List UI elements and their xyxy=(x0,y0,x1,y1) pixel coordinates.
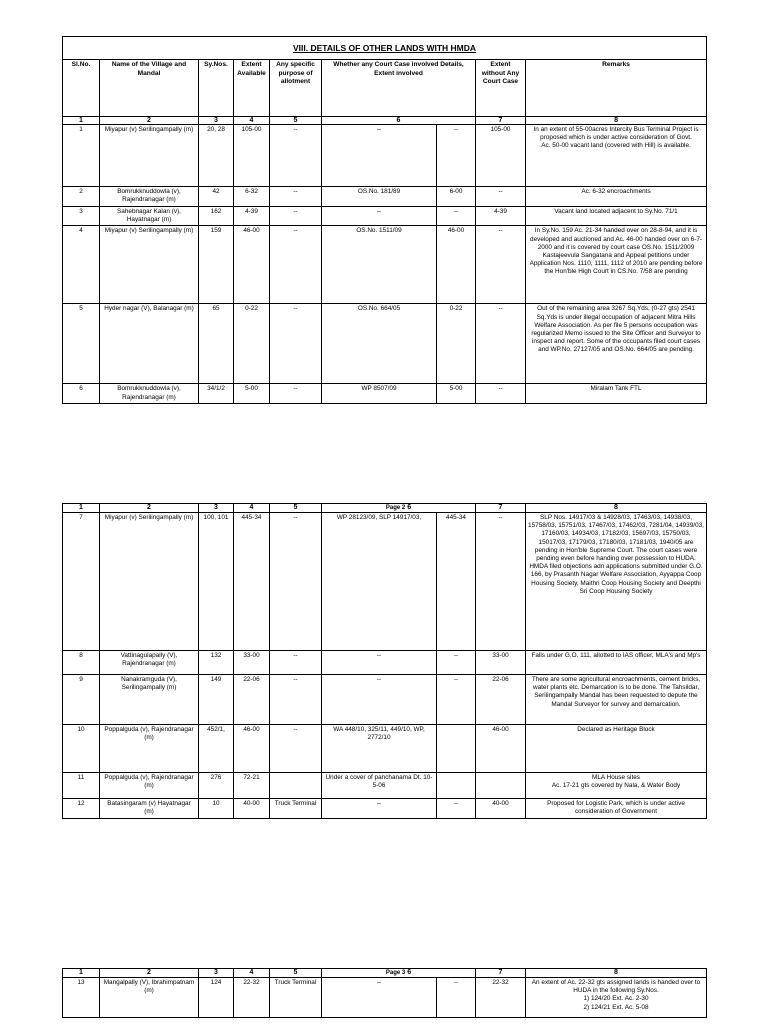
page-label: Page 2 xyxy=(385,505,406,511)
cell-sy-nos: 159 xyxy=(199,226,234,304)
header-village-mandal: Name of the Village and Mandal xyxy=(100,60,199,117)
cell-sy-nos: 100, 101 xyxy=(199,513,234,651)
cell-village-mandal: Nanakramguda (V), Serilingampally (m) xyxy=(100,675,199,725)
cell-specific-purpose: Truck Terminal xyxy=(270,978,322,1018)
header-sl-no: Sl.No. xyxy=(63,60,100,117)
col-number: 1 xyxy=(63,969,100,978)
cell-sl-no: 3 xyxy=(63,207,100,226)
cell-court-case-details: -- xyxy=(322,675,437,725)
cell-court-case-extent: 46-00 xyxy=(437,226,476,304)
cell-sl-no: 13 xyxy=(63,978,100,1018)
cell-court-case-details: -- xyxy=(322,125,437,187)
cell-sy-nos: 42 xyxy=(199,187,234,207)
cell-village-mandal: Hyder nagar (V), Balanagar (m) xyxy=(100,304,199,384)
cell-extent-without-case: -- xyxy=(476,513,526,651)
cell-remarks: An extent of Ac. 22-32 gts assigned lands is handed over to HUDA in the following Sy.Nos. 1) 124/20 Ext. Ac. 2-30 2) 124/21 Ext. Ac. 5-08 xyxy=(526,978,707,1018)
col-number: 7 xyxy=(476,969,526,978)
col-number: 6 xyxy=(322,117,476,125)
cell-village-mandal: Bomrukknuddowla (v), Rajendranagar (m) xyxy=(100,384,199,404)
col-number: 1 xyxy=(63,504,100,513)
cell-sl-no: 5 xyxy=(63,304,100,384)
cell-sl-no: 12 xyxy=(63,799,100,819)
cell-sl-no: 11 xyxy=(63,773,100,799)
header-court-case: Whether any Court Case involved Details, Extent involved xyxy=(322,60,476,117)
cell-extent-without-case: 4-39 xyxy=(476,207,526,226)
cell-court-case-extent: -- xyxy=(437,978,476,1018)
cell-court-case-details: Under a cover of panchanama Dt. 10-5-06 xyxy=(322,773,437,799)
col-number: 3 xyxy=(199,504,234,513)
cell-remarks: Proposed for Logistic Park, which is under active consideration of Government xyxy=(526,799,707,819)
cell-specific-purpose: -- xyxy=(270,207,322,226)
table-row xyxy=(63,304,707,384)
cell-court-case-details: WA 448/10, 325/11, 449/10, WP, 2772/10 xyxy=(322,725,437,773)
cell-court-case-details: OS.No. 664/05 xyxy=(322,304,437,384)
cell-extent-available: 40-00 xyxy=(234,799,270,819)
cell-extent-available: 46-00 xyxy=(234,725,270,773)
table-row xyxy=(63,207,707,226)
cell-court-case-details: WP 8507/09 xyxy=(322,384,437,404)
cell-remarks: There are some agricultural encroachments, cement bricks, water plants etc. Demarcation is to be done. The Tahsildar, Serilingampally Mandal has been requested to depute the Mandal Surveyor for survey and demarcation. xyxy=(526,675,707,725)
cell-village-mandal: Miyapur (v) Serilingampally (m) xyxy=(100,226,199,304)
cell-extent-available: 0-22 xyxy=(234,304,270,384)
cell-extent-available: 5-00 xyxy=(234,384,270,404)
cell-village-mandal: Bomrukknuddowla (v), Rajendranagar (m) xyxy=(100,187,199,207)
cell-extent-available: 72-21 xyxy=(234,773,270,799)
cell-village-mandal: Poppalguda (v), Rajendranagar (m) xyxy=(100,725,199,773)
header-specific-purpose: Any specific purpose of allotment xyxy=(270,60,322,117)
cell-remarks: In an extent of 55-00acres Intercity Bus Terminal Project is proposed which is under active consideration of Govt. Ac. 50-00 vacant land (covered with Hill) is available. xyxy=(526,125,707,187)
col-number: 7 xyxy=(476,117,526,125)
lands-table-page-2 xyxy=(62,503,707,819)
col-number: 2 xyxy=(100,117,199,125)
cell-remarks: Miralam Tank FTL xyxy=(526,384,707,404)
table-row xyxy=(63,125,707,187)
table-row xyxy=(63,773,707,799)
cell-sy-nos: 149 xyxy=(199,675,234,725)
cell-extent-without-case: 33-00 xyxy=(476,651,526,675)
cell-remarks: Out of the remaining area 3267 Sq.Yds, (0-27 gts) 2541 Sq.Yds is under illegal occupation of adjacent Mitra Hills Welfare Association. As per file 5 persons occupation was regularized Memo issued to the Site Officer and Surveyor to inspect and report. Some of the occupants filed court cases and WP.No. 27127/05 and OS.No. 664/05 are pending. xyxy=(526,304,707,384)
cell-court-case-extent xyxy=(437,725,476,773)
cell-court-case-details: OS.No. 181/89 xyxy=(322,187,437,207)
cell-extent-available: 445-34 xyxy=(234,513,270,651)
cell-sy-nos: 20, 28 xyxy=(199,125,234,187)
cell-court-case-details: WP 28123/09, SLP 14917/03, xyxy=(322,513,437,651)
cell-extent-available: 4-39 xyxy=(234,207,270,226)
cell-remarks: Declared as Heritage Block xyxy=(526,725,707,773)
cell-sy-nos: 276 xyxy=(199,773,234,799)
cell-specific-purpose: -- xyxy=(270,513,322,651)
cell-court-case-extent: -- xyxy=(437,675,476,725)
cell-court-case-extent: -- xyxy=(437,207,476,226)
table-row xyxy=(63,187,707,207)
col-number: 4 xyxy=(234,117,270,125)
table-row xyxy=(63,384,707,404)
header-extent-available: Extent Available xyxy=(234,60,270,117)
cell-village-mandal: Poppalguda (v), Rajendranagar (m) xyxy=(100,773,199,799)
cell-sl-no: 7 xyxy=(63,513,100,651)
cell-sy-nos: 162 xyxy=(199,207,234,226)
cell-sy-nos: 132 xyxy=(199,651,234,675)
cell-court-case-details: -- xyxy=(322,978,437,1018)
cell-court-case-details: -- xyxy=(322,651,437,675)
column-number-row xyxy=(63,117,707,125)
col-number: 3 xyxy=(199,969,234,978)
table-body xyxy=(63,513,707,819)
col-number-with-page-label xyxy=(322,969,476,978)
header-remarks: Remarks xyxy=(526,60,707,117)
col-number: 4 xyxy=(234,504,270,513)
cell-village-mandal: Mangalpally (V), Ibrahimpatnam (m) xyxy=(100,978,199,1018)
cell-sl-no: 10 xyxy=(63,725,100,773)
cell-extent-available: 22-32 xyxy=(234,978,270,1018)
cell-specific-purpose xyxy=(270,773,322,799)
table-row xyxy=(63,799,707,819)
cell-sl-no: 1 xyxy=(63,125,100,187)
cell-extent-without-case: 105-00 xyxy=(476,125,526,187)
cell-sl-no: 6 xyxy=(63,384,100,404)
cell-specific-purpose: -- xyxy=(270,125,322,187)
col-number: 6 xyxy=(407,969,412,976)
table-row xyxy=(63,978,707,1018)
cell-extent-available: 33-00 xyxy=(234,651,270,675)
col-number: 2 xyxy=(100,969,199,978)
cell-remarks: Falls under G.O. 111, allotted to IAS officer, MLA's and Mp's xyxy=(526,651,707,675)
cell-court-case-details: -- xyxy=(322,799,437,819)
cell-sl-no: 2 xyxy=(63,187,100,207)
table-body xyxy=(63,125,707,404)
cell-extent-without-case: -- xyxy=(476,226,526,304)
cell-remarks: SLP Nos. 14917/03 & 14928/03, 17463/03, 14938/03, 15758/03, 15751/03, 17467/03, 17462/03, 7281/04, 14939/03, 17160/03, 14934/03, 17182/03, 15697/03, 15750/03, 15017/03, 17179/03, 17180/03, 17181/03, 1940/05 are pending in Hon'ble Supreme Court. The court cases were pending even before handing over possession to HUDA. HMDA filed objections adn applications submitted under G.O. 166, by Prasanth Nagar Welfare Association, Ayyappa Coop Housing Society, Maithri Coop Housing Society and Deepthi Sri Coop Housing Society xyxy=(526,513,707,651)
lands-table-page-3 xyxy=(62,968,707,1018)
col-number: 5 xyxy=(270,504,322,513)
page-title: VIII. DETAILS OF OTHER LANDS WITH HMDA xyxy=(63,37,707,60)
cell-court-case-extent: -- xyxy=(437,799,476,819)
col-number: 4 xyxy=(234,969,270,978)
col-number: 5 xyxy=(270,969,322,978)
cell-specific-purpose: -- xyxy=(270,384,322,404)
table-row xyxy=(63,725,707,773)
table-row xyxy=(63,226,707,304)
cell-sl-no: 4 xyxy=(63,226,100,304)
cell-court-case-extent: 5-00 xyxy=(437,384,476,404)
cell-remarks: MLA House sites Ac. 17-21 gts covered by Nala, & Water Body xyxy=(526,773,707,799)
cell-village-mandal: Vattinagulapally (V), Rajendranagar (m) xyxy=(100,651,199,675)
cell-specific-purpose: -- xyxy=(270,226,322,304)
table-body xyxy=(63,978,707,1018)
cell-village-mandal: Miyapur (v) Serilingampally (m) xyxy=(100,125,199,187)
cell-sy-nos: 452/1, xyxy=(199,725,234,773)
cell-specific-purpose: -- xyxy=(270,651,322,675)
cell-specific-purpose: -- xyxy=(270,725,322,773)
cell-court-case-details: OS.No. 1511/09 xyxy=(322,226,437,304)
cell-extent-without-case: -- xyxy=(476,384,526,404)
cell-specific-purpose: -- xyxy=(270,675,322,725)
cell-court-case-extent: -- xyxy=(437,651,476,675)
cell-sy-nos: 124 xyxy=(199,978,234,1018)
cell-sl-no: 9 xyxy=(63,675,100,725)
cell-sy-nos: 10 xyxy=(199,799,234,819)
cell-court-case-details: -- xyxy=(322,207,437,226)
cell-extent-available: 6-32 xyxy=(234,187,270,207)
cell-remarks: Vacant land located adjacent to Sy.No. 71/1 xyxy=(526,207,707,226)
col-number-with-page-label xyxy=(322,504,476,513)
col-number: 8 xyxy=(526,117,707,125)
cell-court-case-extent: -- xyxy=(437,125,476,187)
page-label: Page 3 xyxy=(385,970,406,976)
table-row xyxy=(63,513,707,651)
col-number: 3 xyxy=(199,117,234,125)
cell-remarks: In Sy.No. 159 Ac. 21-34 handed over on 28-8-94, and it is developed and auctioned and Ac. 46-00 handed over on 6-7-2000 and it is covered by court case OS.No. 1511/2009 Kastajeevula Sangatana and Appeal petitions under Application Nos. 1110, 1111, 1112 of 2010 are pending before the Hon'ble High Court in CS.No. 7/58 are pending xyxy=(526,226,707,304)
col-number: 7 xyxy=(476,504,526,513)
cell-extent-without-case: 22-06 xyxy=(476,675,526,725)
header-extent-without-court-case: Extent without Any Court Case xyxy=(476,60,526,117)
lands-table-page-1 xyxy=(62,36,707,404)
cell-court-case-extent: 6-00 xyxy=(437,187,476,207)
cell-court-case-extent: 0-22 xyxy=(437,304,476,384)
col-number: 5 xyxy=(270,117,322,125)
cell-specific-purpose: -- xyxy=(270,187,322,207)
col-number: 2 xyxy=(100,504,199,513)
cell-extent-available: 22-06 xyxy=(234,675,270,725)
cell-sy-nos: 65 xyxy=(199,304,234,384)
cell-village-mandal: Batasingaram (v) Hayatnagar (m) xyxy=(100,799,199,819)
cell-extent-without-case: -- xyxy=(476,187,526,207)
cell-extent-available: 105-00 xyxy=(234,125,270,187)
cell-sl-no: 8 xyxy=(63,651,100,675)
cell-extent-available: 46-00 xyxy=(234,226,270,304)
cell-extent-without-case: 22-32 xyxy=(476,978,526,1018)
cell-extent-without-case: 40-00 xyxy=(476,799,526,819)
cell-village-mandal: Miyapur (v) Serilingampally (m) xyxy=(100,513,199,651)
header-sy-nos: Sy.Nos. xyxy=(199,60,234,117)
col-number: 8 xyxy=(526,504,707,513)
cell-specific-purpose: Truck Terminal xyxy=(270,799,322,819)
cell-court-case-extent xyxy=(437,773,476,799)
cell-village-mandal: Sahebnagar Kalan (v), Hayatnagar (m) xyxy=(100,207,199,226)
cell-specific-purpose: -- xyxy=(270,304,322,384)
cell-extent-without-case: -- xyxy=(476,304,526,384)
cell-remarks: Ac. 6-32 encroachments xyxy=(526,187,707,207)
col-number: 1 xyxy=(63,117,100,125)
cell-extent-without-case xyxy=(476,773,526,799)
column-number-row xyxy=(63,504,707,513)
col-number: 6 xyxy=(407,504,412,511)
cell-sy-nos: 34/1/2 xyxy=(199,384,234,404)
table-row xyxy=(63,675,707,725)
cell-court-case-extent: 445-34 xyxy=(437,513,476,651)
col-number: 8 xyxy=(526,969,707,978)
table-row xyxy=(63,651,707,675)
cell-extent-without-case: 46-00 xyxy=(476,725,526,773)
column-number-row xyxy=(63,969,707,978)
